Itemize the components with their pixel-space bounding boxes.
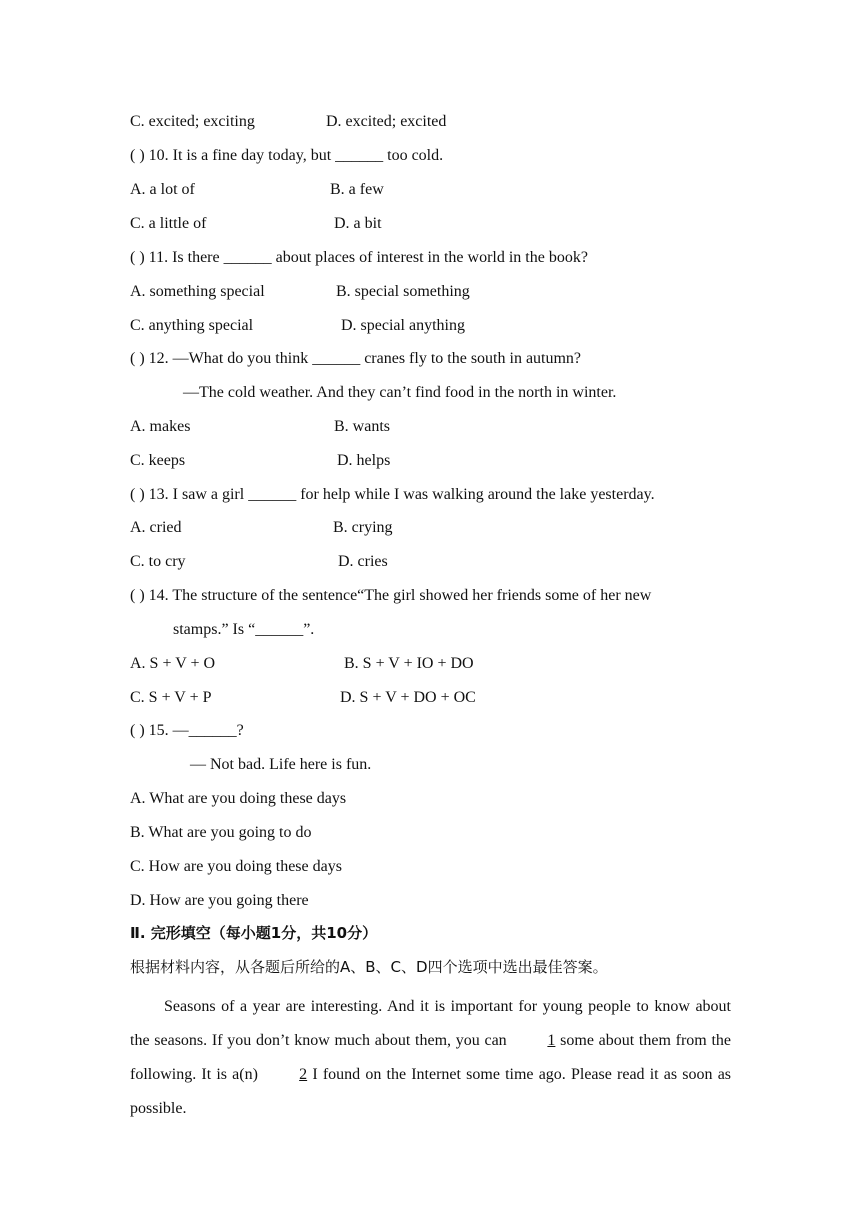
q9-option-c: C. excited; exciting <box>130 113 255 130</box>
q10-options-cd <box>130 214 382 234</box>
q13-options-cd <box>130 552 388 572</box>
q14-option-a: A. S + V + O <box>130 655 216 672</box>
q12-option-d: D. helps <box>337 452 391 469</box>
q12-option-c: C. keeps <box>130 452 186 469</box>
q15-option-b: B. What are you going to do <box>130 824 312 841</box>
q9-option-d: D. excited; excited <box>326 113 447 130</box>
q13-options-ab <box>130 518 393 538</box>
q11-options-cd <box>130 316 465 336</box>
q11-option-b: B. special something <box>336 283 470 300</box>
q10-option-d: D. a bit <box>334 215 382 232</box>
passage-sentence-1: Seasons of a year are interesting. And it is important for young people to know about the seasons. If you don’t know much about them, you can <box>130 998 731 1049</box>
q10-option-a: A. a lot of <box>130 181 195 198</box>
q13-option-b: B. crying <box>333 519 393 536</box>
q14-option-c: C. S + V + P <box>130 689 212 706</box>
q14-option-d: D. S + V + DO + OC <box>340 689 476 706</box>
q14-options-ab <box>130 654 474 674</box>
section-heading: Ⅱ. 完形填空（每小题1分，共10分） <box>130 924 378 942</box>
q11-option-c: C. anything special <box>130 317 254 334</box>
q12-option-b: B. wants <box>334 418 390 435</box>
q12-reply: —The cold weather. And they can’t find food in the north in winter. <box>183 384 617 401</box>
q14-option-b: B. S + V + IO + DO <box>344 655 474 672</box>
blank-2: 2 <box>299 1066 308 1083</box>
section-instruction: 根据材料内容，从各题后所给的A、B、C、D四个选项中选出最佳答案。 <box>130 958 608 976</box>
q15-reply: — Not bad. Life here is fun. <box>190 756 372 773</box>
q15-stem: ( ) 15. —______? <box>130 722 244 739</box>
q15-option-d: D. How are you going there <box>130 892 309 909</box>
q12-options-ab <box>130 417 390 437</box>
passage-paragraph <box>130 990 731 1126</box>
passage-sentence-3: I found on the Internet some time ago. Please read it as soon as possible. <box>130 1066 732 1117</box>
q12-stem: ( ) 12. —What do you think ______ cranes fly to the south in autumn? <box>130 350 582 367</box>
q12-options-cd <box>130 451 391 471</box>
q10-options-ab <box>130 180 384 200</box>
q12-option-a: A. makes <box>130 418 191 435</box>
q11-option-a: A. something special <box>130 283 265 300</box>
q10-stem: ( ) 10. It is a fine day today, but ______ too cold. <box>130 147 444 164</box>
blank-1: 1 <box>547 1032 556 1049</box>
q13-option-c: C. to cry <box>130 553 186 570</box>
q13-option-a: A. cried <box>130 519 182 536</box>
q14-stem-continued: stamps.” Is “______”. <box>173 621 315 638</box>
q13-option-d: D. cries <box>338 553 388 570</box>
q11-options-ab <box>130 282 470 302</box>
q14-stem: ( ) 14. The structure of the sentence“The girl showed her friends some of her new <box>130 587 652 604</box>
q11-option-d: D. special anything <box>341 317 465 334</box>
q13-stem: ( ) 13. I saw a girl ______ for help while I was walking around the lake yesterday. <box>130 486 655 503</box>
q9-options-cd <box>130 112 447 132</box>
q14-options-cd <box>130 688 476 708</box>
q10-option-b: B. a few <box>330 181 384 198</box>
passage-sentence-2: some about them from the following. It is a(n) <box>130 1032 732 1083</box>
q10-option-c: C. a little of <box>130 215 207 232</box>
q15-option-a: A. What are you doing these days <box>130 790 347 807</box>
q11-stem: ( ) 11. Is there ______ about places of interest in the world in the book? <box>130 249 588 266</box>
q15-option-c: C. How are you doing these days <box>130 858 342 875</box>
